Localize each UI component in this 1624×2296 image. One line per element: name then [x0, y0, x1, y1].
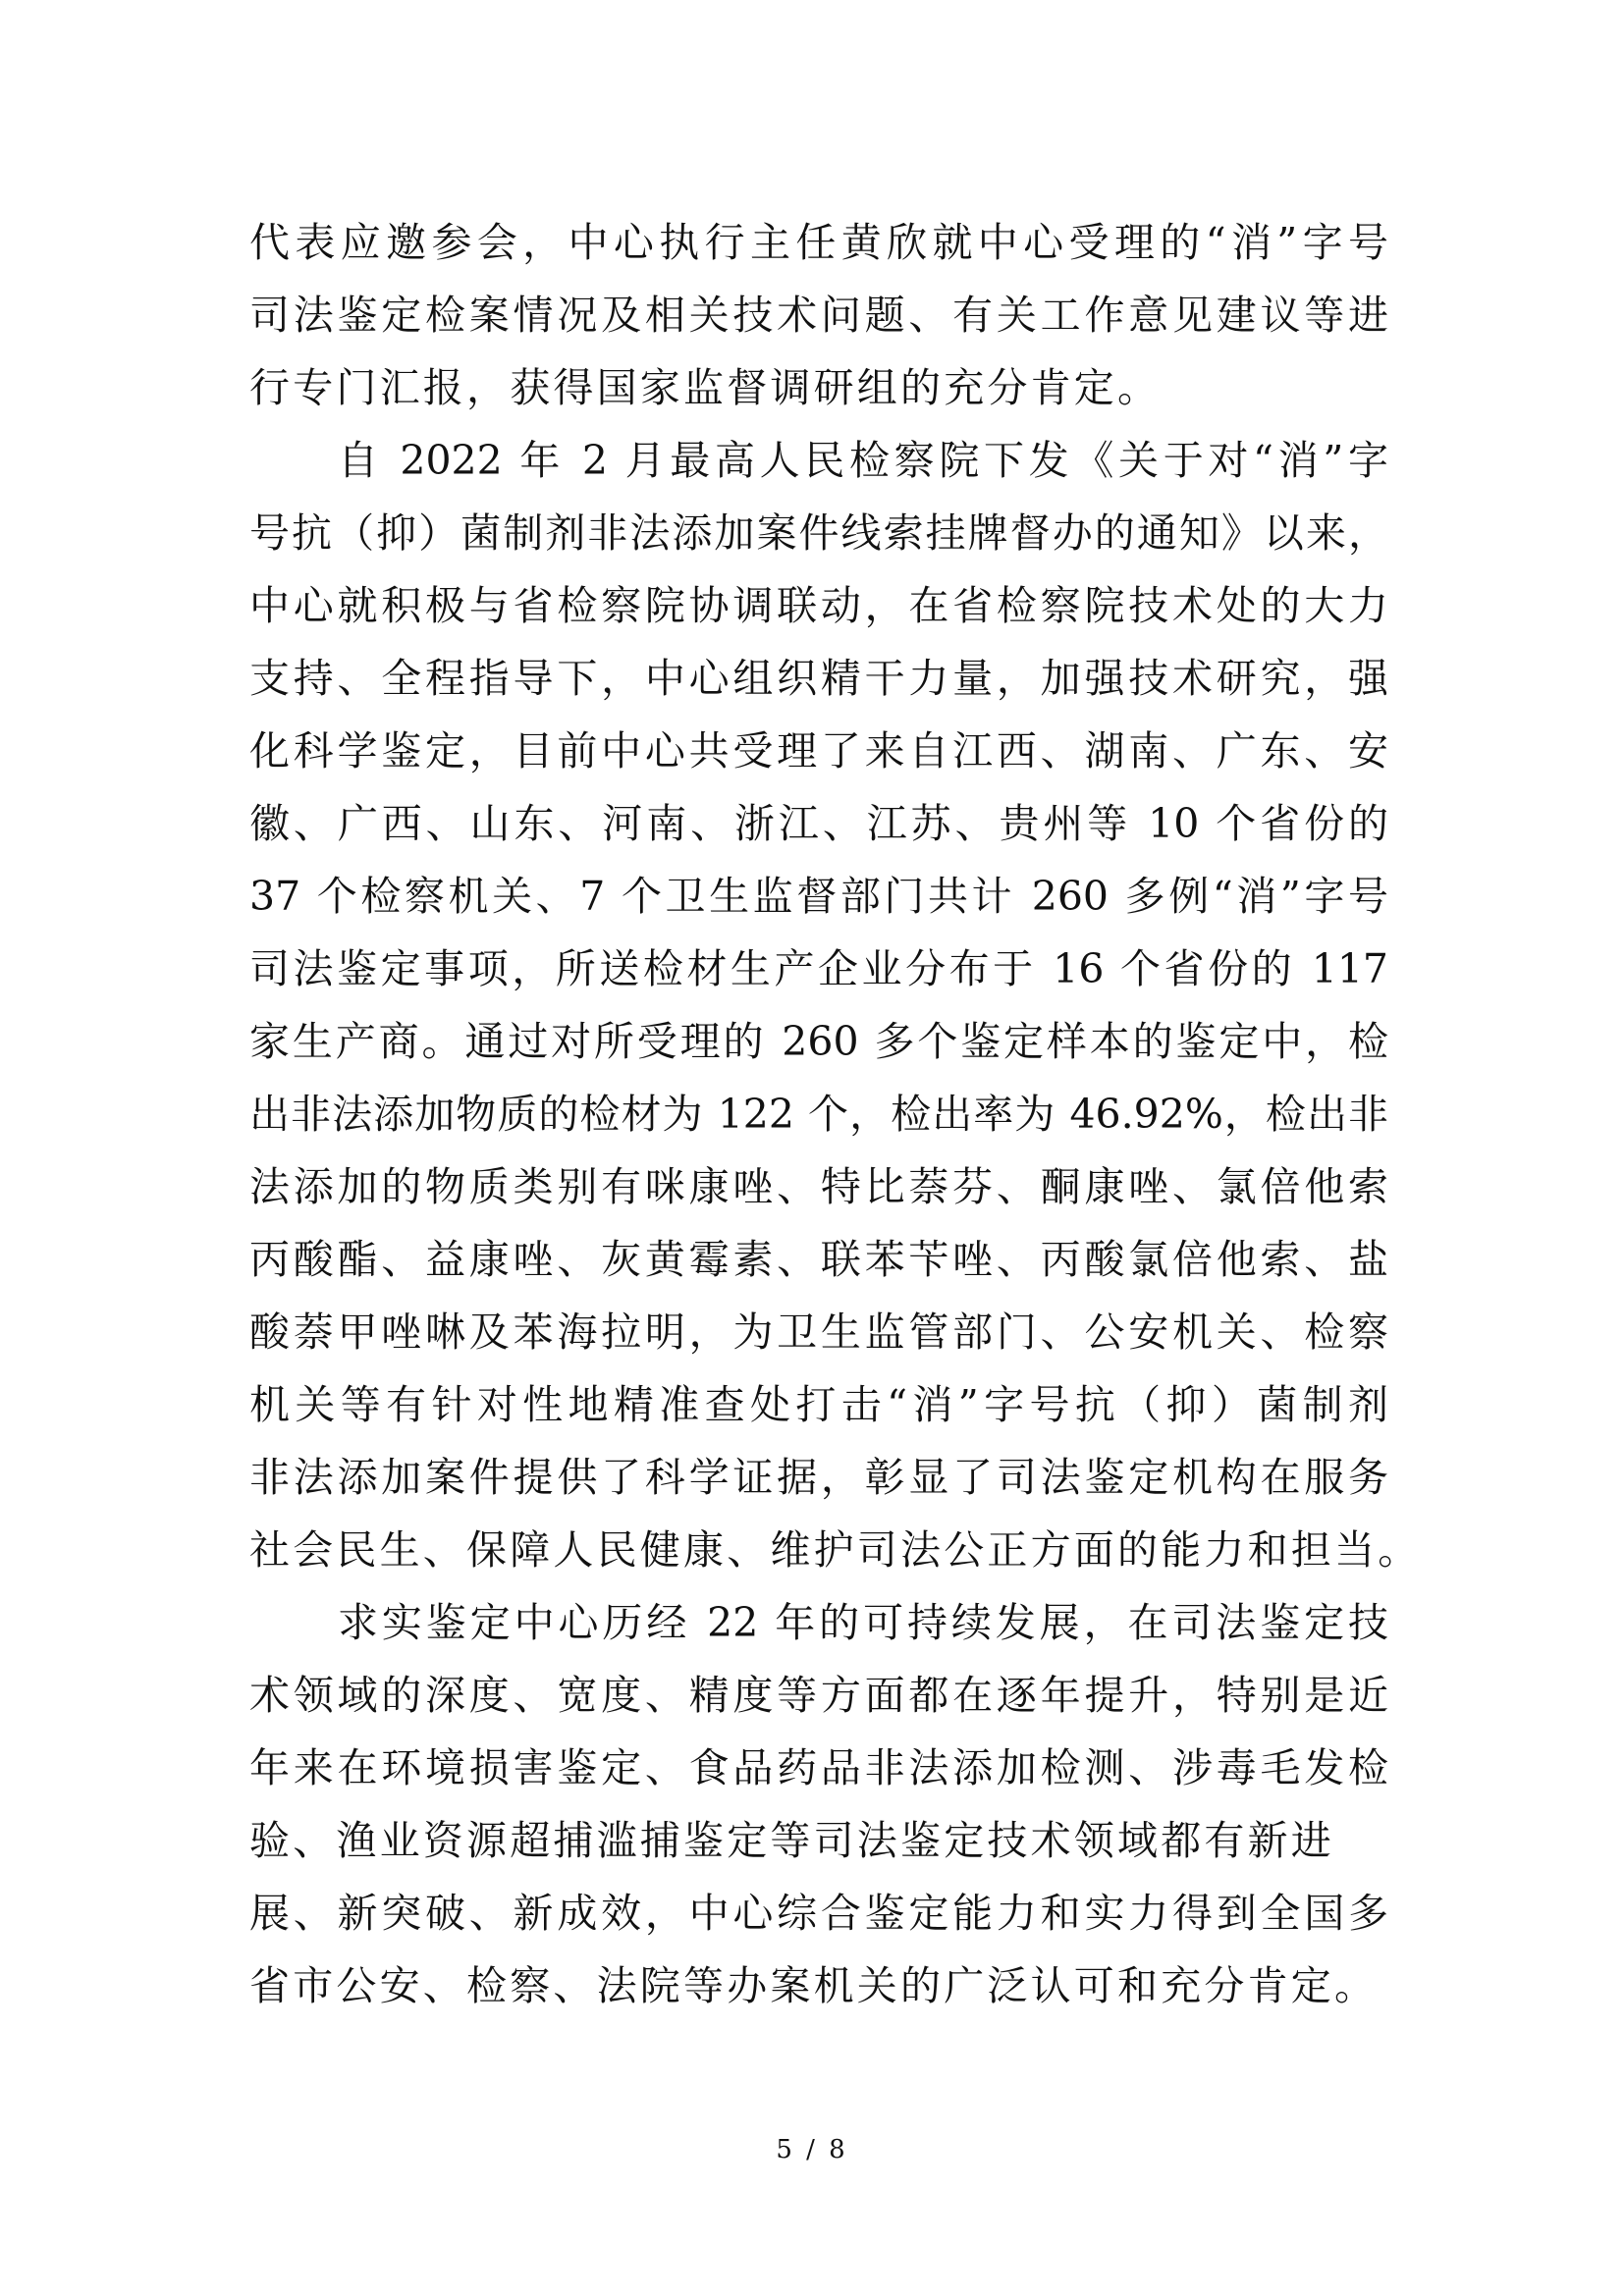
text-line: 法添加的物质类别有咪康唑、特比萘芬、酮康唑、氯倍他索	[249, 1163, 1388, 1210]
text-line: 展、新突破、新成效，中心综合鉴定能力和实力得到全国多	[249, 1890, 1388, 1937]
text-line: 代表应邀参会，中心执行主任黄欣就中心受理的“消”字号	[249, 219, 1388, 266]
text-line: 中心就积极与省检察院协调联动，在省检察院技术处的大力	[249, 582, 1388, 629]
page-number: 5 / 8	[776, 2135, 848, 2164]
text-line: 验、渔业资源超捕滥捕鉴定等司法鉴定技术领域都有新进	[249, 1817, 1334, 1864]
text-line: 术领域的深度、宽度、精度等方面都在逐年提升，特别是近	[249, 1672, 1388, 1719]
text-line: 非法添加案件提供了科学证据，彰显了司法鉴定机构在服务	[249, 1454, 1388, 1501]
text-line: 支持、全程指导下，中心组织精干力量，加强技术研究，强	[249, 655, 1388, 702]
text-line: 家生产商。通过对所受理的 260 多个鉴定样本的鉴定中，检	[249, 1018, 1388, 1065]
text-line: 丙酸酯、益康唑、灰黄霉素、联苯苄唑、丙酸氯倍他索、盐	[249, 1236, 1388, 1283]
text-line: 机关等有针对性地精准查处打击“消”字号抗（抑）菌制剂	[249, 1381, 1388, 1428]
text-line: 自 2022 年 2 月最高人民检察院下发《关于对“消”字	[338, 437, 1388, 484]
text-line: 行专门汇报，获得国家监督调研组的充分肯定。	[249, 364, 1162, 411]
text-line: 求实鉴定中心历经 22 年的可持续发展，在司法鉴定技	[338, 1599, 1388, 1646]
text-line: 化科学鉴定，目前中心共受理了来自江西、湖南、广东、安	[249, 727, 1388, 774]
text-line: 酸萘甲唑啉及苯海拉明，为卫生监管部门、公安机关、检察	[249, 1308, 1388, 1356]
text-line: 徽、广西、山东、河南、浙江、江苏、贵州等 10 个省份的	[249, 800, 1388, 847]
text-line: 司法鉴定事项，所送检材生产企业分布于 16 个省份的 117	[249, 945, 1388, 992]
text-line: 出非法添加物质的检材为 122 个，检出率为 46.92%，检出非	[249, 1091, 1388, 1138]
text-line: 37 个检察机关、7 个卫生监督部门共计 260 多例“消”字号	[249, 873, 1388, 920]
text-line: 年来在环境损害鉴定、食品药品非法添加检测、涉毒毛发检	[249, 1744, 1388, 1791]
text-line: 号抗（抑）菌制剂非法添加案件线索挂牌督办的通知》以来，	[249, 509, 1388, 557]
text-line: 司法鉴定检案情况及相关技术问题、有关工作意见建议等进	[249, 292, 1388, 339]
text-line: 社会民生、保障人民健康、维护司法公正方面的能力和担当。	[249, 1526, 1422, 1574]
text-line: 省市公安、检察、法院等办案机关的广泛认可和充分肯定。	[249, 1962, 1379, 2009]
